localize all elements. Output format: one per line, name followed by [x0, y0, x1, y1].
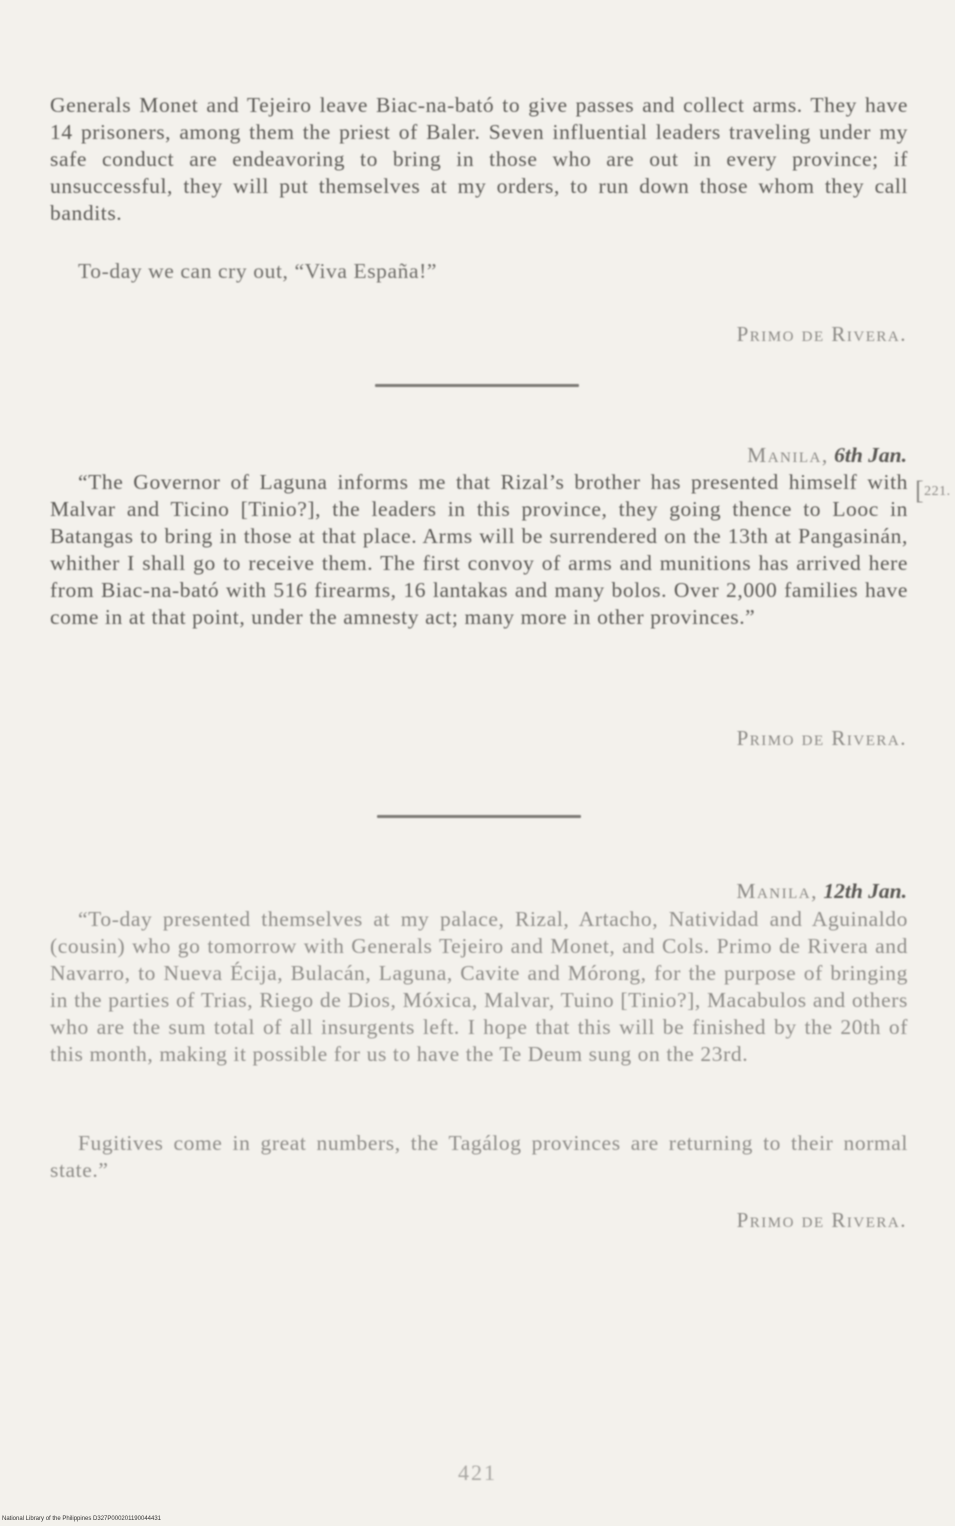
letter3-body: “To-day presented themselves at my palace, Rizal, Artacho, Natividad and Aguinaldo (cousin) who go tomorrow with Generals Tejeiro and Monet, and Cols. Primo de Rivera and Navarro, to Nueva Écija, Bulacán, Laguna, Cavite and Mórong, for the purpose of bringing in the parties of Trias, Riego de Dios, Móxica, Malvar, Tuino [Tinio?], Macabulos and others who are the sum total of all insurgents left. I hope that this will be finished by the 20th of this month, making it possible for us to have the Te Deum sung on the 23rd. — [50, 907, 908, 1066]
page-number: 421 — [458, 1460, 497, 1485]
letter1-signature: Primo de Rivera. — [736, 322, 907, 346]
letter2-body: “The Governor of Laguna informs me that Rizal’s brother has presented himself with Malvar and Ticino [Tinio?], the leaders in this province, they going thence to Looc in Batangas to bring in those at that place. Arms will be surrendered on the 13th at Pangasinán, whither I shall go to receive them. The first convoy of arms and munitions has arrived here from Biac-na-bató with 516 firearms, 16 lantakas and many bolos. Over 2,000 families have come in at that point, under the amnesty act; many more in other provinces.” — [50, 470, 908, 629]
margin-note-text: 221. — [924, 484, 951, 499]
letter2-signature: Primo de Rivera. — [736, 726, 907, 750]
letter2-dateline — [747, 443, 907, 468]
letter3-closing-line: Fugitives come in great numbers, the Tagálog provinces are returning to their normal state.” — [50, 1131, 908, 1182]
letter1-body: Generals Monet and Tejeiro leave Biac-na-bató to give passes and collect arms. They have 14 prisoners, among them the priest of Baler. Seven influential leaders traveling under my safe conduct are endeavoring to bring in those who are out in every province; if unsuccessful, they will put themselves at my orders, to run down those whom they call bandits. — [50, 93, 908, 225]
footer-credit: National Library of the Philippines D327P000201190044431 — [2, 1516, 162, 1522]
section-divider-2 — [377, 815, 581, 818]
margin-page-reference: [221. — [915, 476, 951, 505]
section-divider-1 — [375, 384, 579, 387]
letter2-date: 6th Jan. — [834, 443, 907, 467]
letter3-dateline — [736, 879, 907, 904]
letter3-signature: Primo de Rivera. — [736, 1208, 907, 1232]
letter2-place: Manila, — [747, 443, 829, 467]
letter1-closing-line: To-day we can cry out, “Viva España!” — [78, 259, 438, 283]
letter3-place: Manila, — [736, 879, 818, 903]
letter3-date: 12th Jan. — [823, 879, 907, 903]
